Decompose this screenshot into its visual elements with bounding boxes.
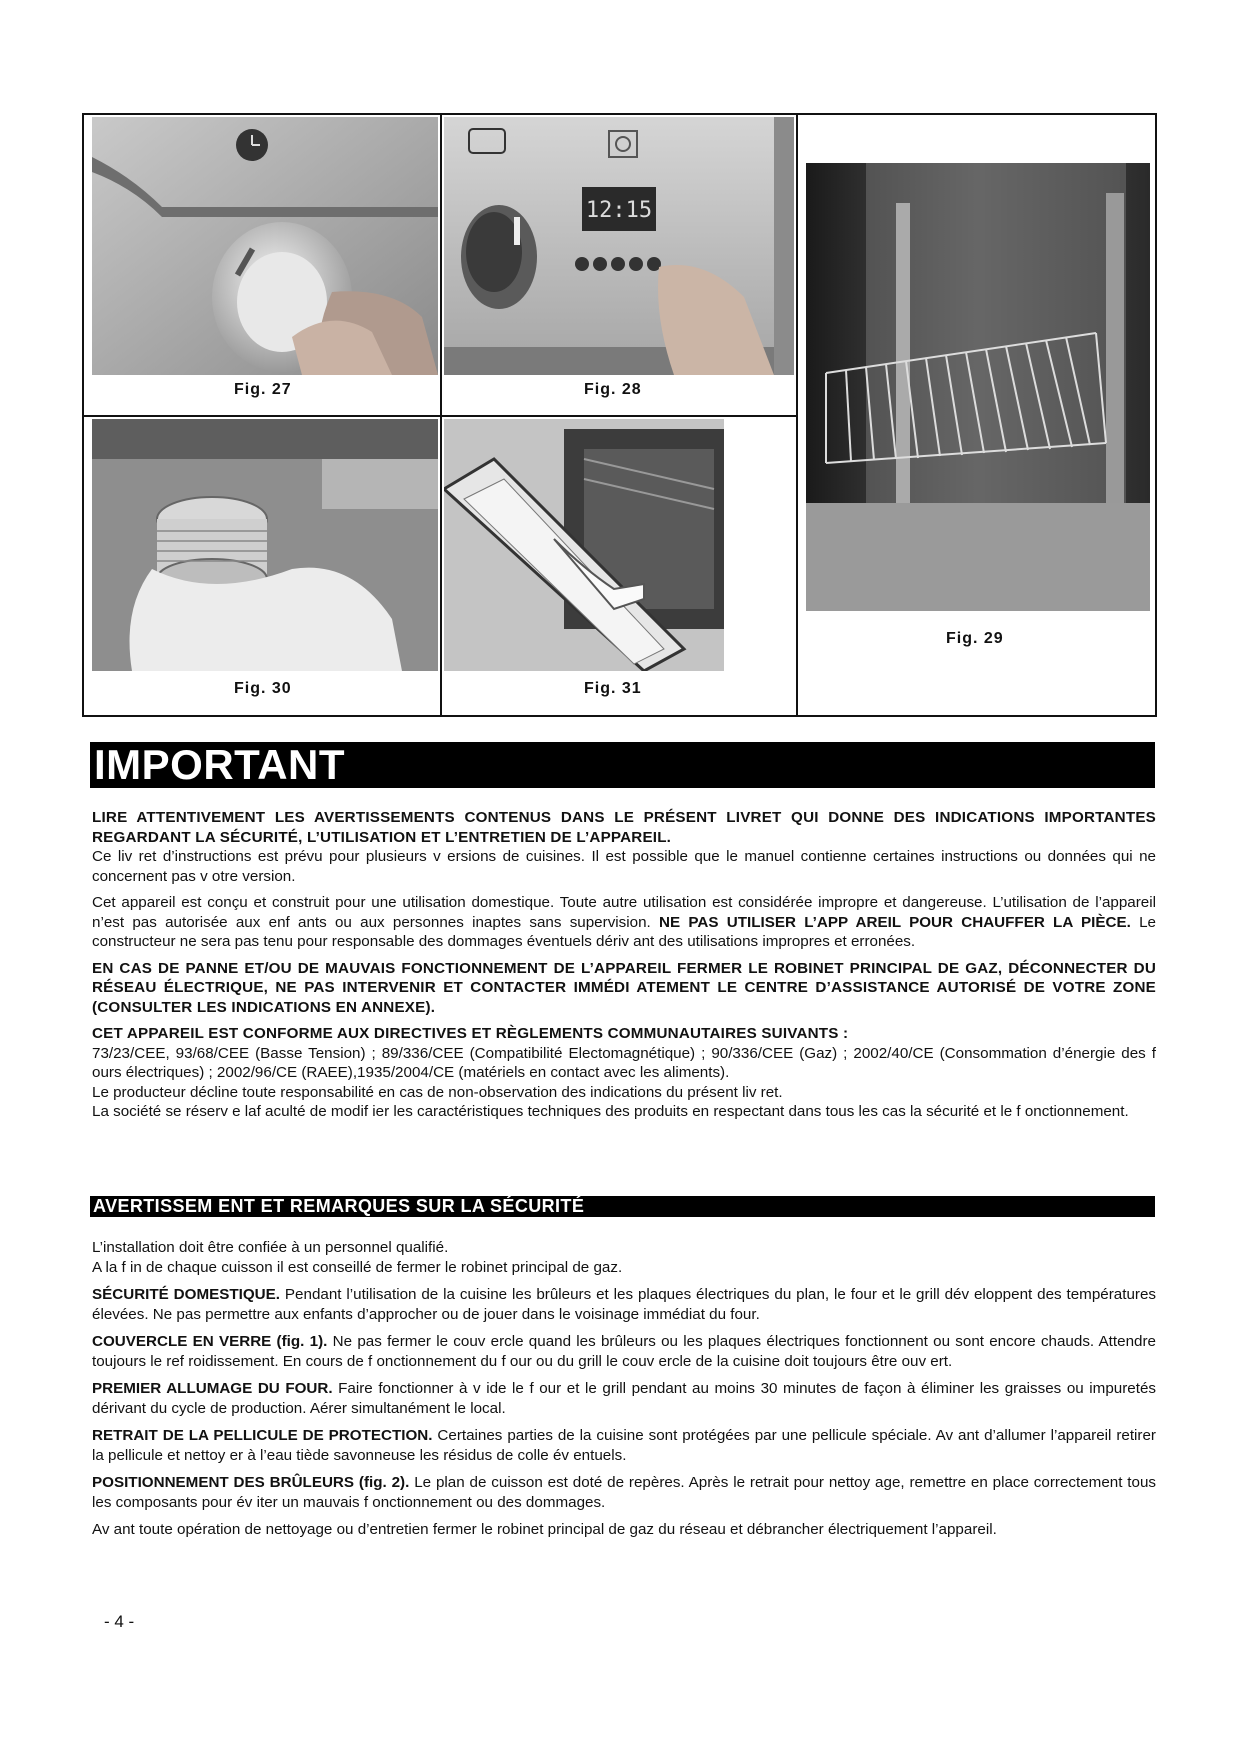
figure-31-caption: Fig. 31 xyxy=(584,680,642,697)
safety-heading-bar xyxy=(90,1196,1155,1217)
gas-valve-note: A la f in de chaque cuisson il est conseillé de fermer le robinet principal de gaz. xyxy=(92,1258,623,1276)
domestic-safety-label: SÉCURITÉ DOMESTIQUE. xyxy=(92,1286,281,1303)
glass-lid-label: COUVERCLE EN VERRE (fig. 1). xyxy=(92,1333,328,1350)
protective-film-text: Certaines parties de la cuisine sont protégées par une pellicule spéciale. Av ant d’allumer l’appareil retirer la pellicule et nettoy er à l’eau tiède savonneuse les résidus de colle év entuels. xyxy=(92,1427,1156,1464)
compliance-directives: 73/23/CEE, 93/68/CEE (Basse Tension) ; 89/336/CEE (Compatibilité Electomagnétique) ; 90/336/CEE (Gaz) ; 2002/40/CE (Consommation d’énergie des f ours électriques) ; 2002/96/CE (RAEE),1935/2004/CE (matériels en contact avec les aliments). xyxy=(92,1044,1156,1081)
failure-warning: EN CAS DE PANNE ET/OU DE MAUVAIS FONCTIONNEMENT DE L’APPAREIL FERMER LE ROBINET PRINCIPAL DE GAZ, DÉCONNECTER DU RÉSEAU ÉLECTRIQUE, NE PAS INTERVENIR ET CONTACTER IMMÉDI ATEMENT LE CENTRE D’ASSISTANCE AUTORISÉ DE VOTRE ZONE (CONSULTER LES INDICATIONS EN ANNEXE). xyxy=(92,959,1156,1016)
safety-title: AVERTISSEM ENT ET REMARQUES SUR LA SÉCURITÉ xyxy=(93,1196,585,1216)
figure-29-caption: Fig. 29 xyxy=(946,630,1004,647)
no-heating-warning: NE PAS UTILISER L’APP AREIL POUR CHAUFFER LA PIÈCE. xyxy=(659,913,1131,931)
installation-note: L’installation doit être confiée à un personnel qualifié. xyxy=(92,1239,449,1256)
first-use-label: PREMIER ALLUMAGE DU FOUR. xyxy=(92,1380,333,1397)
figure-grid xyxy=(82,113,1157,717)
figure-30-photo xyxy=(92,419,438,671)
domestic-safety-text: Pendant l’utilisation de la cuisine les brûleurs et les plaques électriques du plan, le four et le grill dév eloppent des températures élevées. Ne pas permettre aux enfants d’approcher ou de jouer dans le voisinage immédiat du four. xyxy=(92,1286,1156,1323)
important-lead: LIRE ATTENTIVEMENT LES AVERTISSEMENTS CONTENUS DANS LE PRÉSENT LIVRET QUI DONNE DES INDICATIONS IMPORTANTES REGARDANT LA SÉCURITÉ, L’UTILISATION ET L’ENTRETIEN DE L’APPAREIL. xyxy=(92,809,1156,846)
figure-27-photo xyxy=(92,117,438,375)
usage-paragraph-tail: Le constructeur ne sera pas tenu pour responsable des dommages éventuels dériv ant des utilisations impropres et erronées. xyxy=(92,913,1156,950)
figure-28-photo xyxy=(444,117,794,375)
grid-divider xyxy=(84,415,796,417)
display-time: 12:15 xyxy=(585,198,653,223)
important-section xyxy=(92,808,1156,1129)
maintenance-note: Av ant toute opération de nettoyage ou d’entretien fermer le robinet principal de gaz du réseau et débrancher électriquement l’appareil. xyxy=(92,1521,997,1538)
burner-position-label: POSITIONNEMENT DES BRÛLEURS (fig. 2). xyxy=(92,1474,410,1491)
figure-29-photo xyxy=(806,163,1150,611)
burner-position-text: Le plan de cuisson est doté de repères. Après le retrait pour nettoy age, remettre en place correctement tous les composants pour év iter un mauvais f onctionnement ou des dommages. xyxy=(92,1474,1157,1511)
usage-paragraph: Cet appareil est conçu et construit pour une utilisation domestique. Toute autre utilisation est considérée impropre et dangereuse. L’utilisation de l’appareil n’est pas autorisée aux enf ants ou aux personnes inaptes sans supervision. xyxy=(92,894,1156,931)
grid-divider xyxy=(796,115,798,715)
important-title: IMPORTANT xyxy=(94,741,346,788)
first-use-text: Faire fonctionner à v ide le f our et le grill pendant au moins 30 minutes de façon à éliminer les graisses ou impuretés dérivant du cycle de production. Aérer simultanément le local. xyxy=(92,1380,1156,1417)
figure-30-caption: Fig. 30 xyxy=(234,680,292,697)
compliance-heading: CET APPAREIL EST CONFORME AUX DIRECTIVES ET RÈGLEMENTS COMMUNAUTAIRES SUIVANTS : xyxy=(92,1025,849,1042)
important-banner xyxy=(90,742,1155,788)
figure-28-caption: Fig. 28 xyxy=(584,381,642,398)
important-lead-text: Ce liv ret d’instructions est prévu pour plusieurs v ersions de cuisines. Il est possible que le manuel contienne certaines instructions ou données qui ne concernent pas v otre version. xyxy=(92,848,1156,885)
figure-27-caption: Fig. 27 xyxy=(234,381,292,398)
protective-film-label: RETRAIT DE LA PELLICULE DE PROTECTION. xyxy=(92,1427,433,1444)
glass-lid-text: Ne pas fermer le couv ercle quand les brûleurs ou les plaques électriques fonctionnent ou sont encore chauds. Attendre toujours le ref roidissement. En cours de f onctionnement du f our ou du grill le couv ercle de la cuisine doit toujours être ouv ert. xyxy=(92,1333,1156,1370)
modification-text: La société se réserv e laf aculté de modif ier les caractéristiques techniques des produits en respectant dans tous les cas la sécurité et le f onctionnement. xyxy=(92,1103,1129,1120)
figure-31-photo xyxy=(444,419,724,671)
safety-section xyxy=(92,1238,1156,1548)
liability-text: Le producteur décline toute responsabilité en cas de non-observation des indications du présent liv ret. xyxy=(92,1083,783,1101)
page-number: - 4 - xyxy=(104,1612,135,1631)
